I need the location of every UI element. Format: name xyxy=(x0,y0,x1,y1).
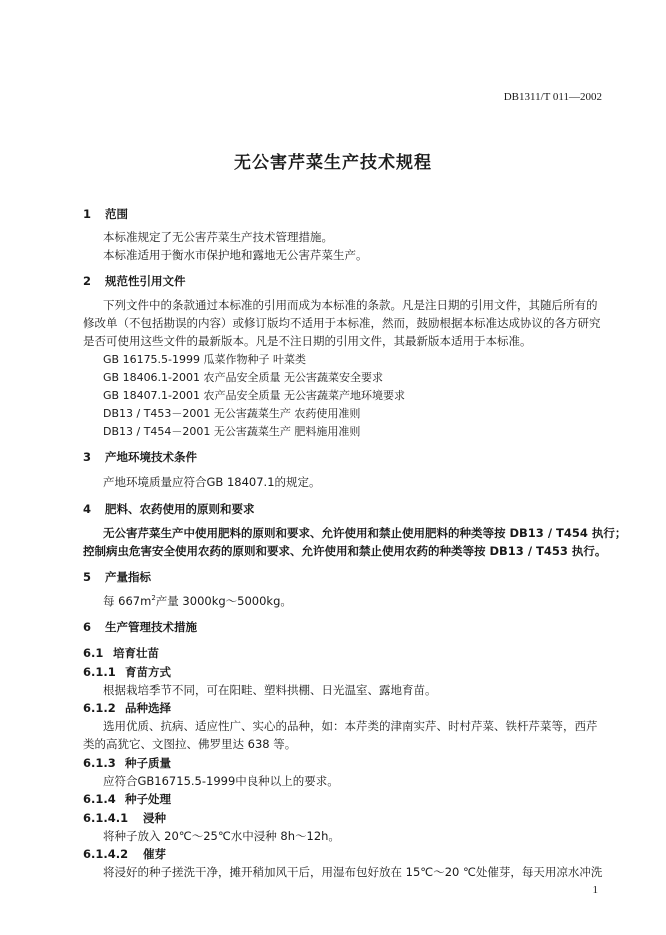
paragraph-line: 控制病虫危害安全使用农药的原则和要求、允许使用和禁止使用农药的种类等按 DB13 / T453 执行。 xyxy=(83,544,607,558)
section-6-heading xyxy=(83,619,197,635)
section-number: 6 xyxy=(83,620,92,634)
subsection-number: 6.1.4 xyxy=(83,792,116,806)
paragraph: 本标准适用于衡水市保护地和露地无公害芹菜生产。 xyxy=(103,248,368,262)
subsection-heading xyxy=(83,645,159,661)
section-number: 2 xyxy=(83,274,92,288)
reference-item: GB 18407.1-2001 农产品安全质量 无公害蔬菜产地环境要求 xyxy=(103,389,406,402)
section-title: 产地环境技术条件 xyxy=(105,450,197,464)
paragraph-line: 修改单（不包括勘误的内容）或修订版均不适用于本标准，然而，鼓励根据本标准达成协议的各方研究 xyxy=(83,316,601,330)
section-title: 规范性引用文件 xyxy=(105,274,186,288)
subsection-number: 6.1.4.2 xyxy=(83,847,129,861)
superscript: 2 xyxy=(151,594,156,603)
section-title: 范围 xyxy=(105,207,128,221)
section-title: 产量指标 xyxy=(105,570,151,584)
section-5-heading xyxy=(83,569,151,585)
subsection-number: 6.1.3 xyxy=(83,756,116,770)
subsection-number: 6.1 xyxy=(83,646,104,660)
paragraph-line: 无公害芹菜生产中使用肥料的原则和要求、允许使用和禁止使用肥料的种类等按 DB13 / T454 执行； xyxy=(103,526,627,540)
subsection-heading xyxy=(83,700,171,716)
subsection-title: 品种选择 xyxy=(125,701,171,715)
paragraph-line: 类的高犹它、文图拉、佛罗里达 638 等。 xyxy=(83,737,297,751)
document-title: 无公害芹菜生产技术规程 xyxy=(234,153,432,173)
yield-prefix: 每 667m xyxy=(103,594,152,608)
paragraph xyxy=(103,593,292,609)
subsection-heading xyxy=(83,846,166,862)
subsection-title: 催芽 xyxy=(143,847,166,861)
section-2-heading xyxy=(83,273,186,289)
section-title: 生产管理技术措施 xyxy=(105,620,197,634)
subsection-number: 6.1.4.1 xyxy=(83,811,129,825)
subsection-title: 培育壮苗 xyxy=(113,646,159,660)
subsection-title: 育苗方式 xyxy=(125,665,171,679)
paragraph-line: 选用优质、抗病、适应性广、实心的品种，如：本芹类的津南实芹、时村芹菜、铁杆芹菜等，西芹 xyxy=(103,719,598,733)
section-1-heading xyxy=(83,206,128,222)
subsection-heading xyxy=(83,755,171,771)
paragraph-line: 是否可使用这些文件的最新版本。凡是不注日期的引用文件，其最新版本适用于本标准。 xyxy=(83,334,532,348)
section-4-heading xyxy=(83,501,255,517)
section-3-heading xyxy=(83,449,197,465)
paragraph: 应符合GB16715.5-1999中良种以上的要求。 xyxy=(103,774,339,788)
section-number: 3 xyxy=(83,450,92,464)
reference-item: GB 16175.5-1999 瓜菜作物种子 叶菜类 xyxy=(103,353,307,366)
section-number: 4 xyxy=(83,502,92,516)
paragraph: 产地环境质量应符合GB 18407.1的规定。 xyxy=(103,475,321,489)
section-number: 1 xyxy=(83,207,92,221)
reference-item: DB13 / T453－2001 无公害蔬菜生产 农药使用准则 xyxy=(103,407,361,420)
reference-item: DB13 / T454－2001 无公害蔬菜生产 肥料施用准则 xyxy=(103,425,361,438)
document-code: DB1311/T 011—2002 xyxy=(503,91,602,103)
section-number: 5 xyxy=(83,570,92,584)
paragraph-line: 下列文件中的条款通过本标准的引用而成为本标准的条款。凡是注日期的引用文件，其随后所有的 xyxy=(103,298,598,312)
paragraph: 将种子放入 20℃～25℃水中浸种 8h～12h。 xyxy=(103,829,340,843)
subsection-number: 6.1.1 xyxy=(83,665,116,679)
reference-item: GB 18406.1-2001 农产品安全质量 无公害蔬菜安全要求 xyxy=(103,371,384,384)
paragraph: 将浸好的种子搓洗干净，摊开稍加风干后，用湿布包好放在 15℃～20 ℃处催芽，每天用凉水冲洗 xyxy=(103,865,603,879)
paragraph: 本标准规定了无公害芹菜生产技术管理措施。 xyxy=(103,230,333,244)
section-title: 肥料、农药使用的原则和要求 xyxy=(105,502,255,516)
subsection-title: 浸种 xyxy=(143,811,166,825)
subsection-heading xyxy=(83,810,166,826)
subsection-heading xyxy=(83,664,171,680)
subsection-title: 种子处理 xyxy=(125,792,171,806)
page-number: 1 xyxy=(592,884,598,896)
subsection-title: 种子质量 xyxy=(125,756,171,770)
subsection-number: 6.1.2 xyxy=(83,701,116,715)
subsection-heading xyxy=(83,791,171,807)
yield-text: 产量 3000kg～5000kg。 xyxy=(155,594,292,608)
paragraph: 根据栽培季节不同，可在阳畦、塑料拱棚、日光温室、露地育苗。 xyxy=(103,683,437,697)
